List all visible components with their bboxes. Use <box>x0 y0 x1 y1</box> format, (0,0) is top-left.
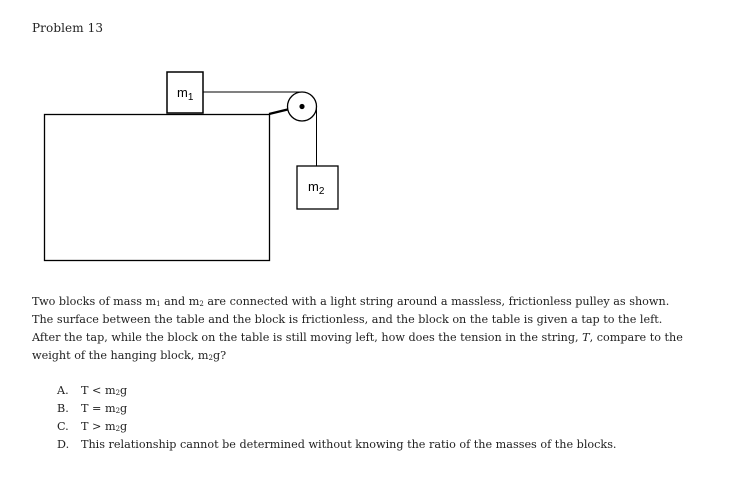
problem-line-2: The surface between the table and the block is frictionless, and the block on the table is given a tap to the left. <box>32 313 663 326</box>
choice-b[interactable]: B. $T = m_2g$ <box>57 402 128 415</box>
problem-line-1: Two blocks of mass $m_1$ and $m_2$ are connected with a light string around a massless, frictionless pulley as shown. <box>32 295 670 308</box>
problem-title: Problem 13 <box>32 21 104 35</box>
answer-choices <box>57 382 617 454</box>
table <box>45 115 270 261</box>
block-m2-label: $m_2$ <box>308 179 325 197</box>
choice-c[interactable]: C. $T > m_2g$ <box>57 420 128 433</box>
pulley-axle <box>299 104 304 109</box>
choice-d[interactable]: D. This relationship cannot be determined without knowing the ratio of the masses of the blocks. <box>57 438 617 451</box>
problem-text <box>32 293 692 365</box>
block-m1-label: $m_1$ <box>177 85 194 103</box>
choice-a[interactable]: A. $T < m_2g$ <box>57 384 128 397</box>
problem-line-3: After the tap, while the block on the table is still moving left, how does the tension in the string, T, compare to the <box>32 331 683 344</box>
problem-line-4: weight of the hanging block, $m_2g$? <box>32 349 227 362</box>
